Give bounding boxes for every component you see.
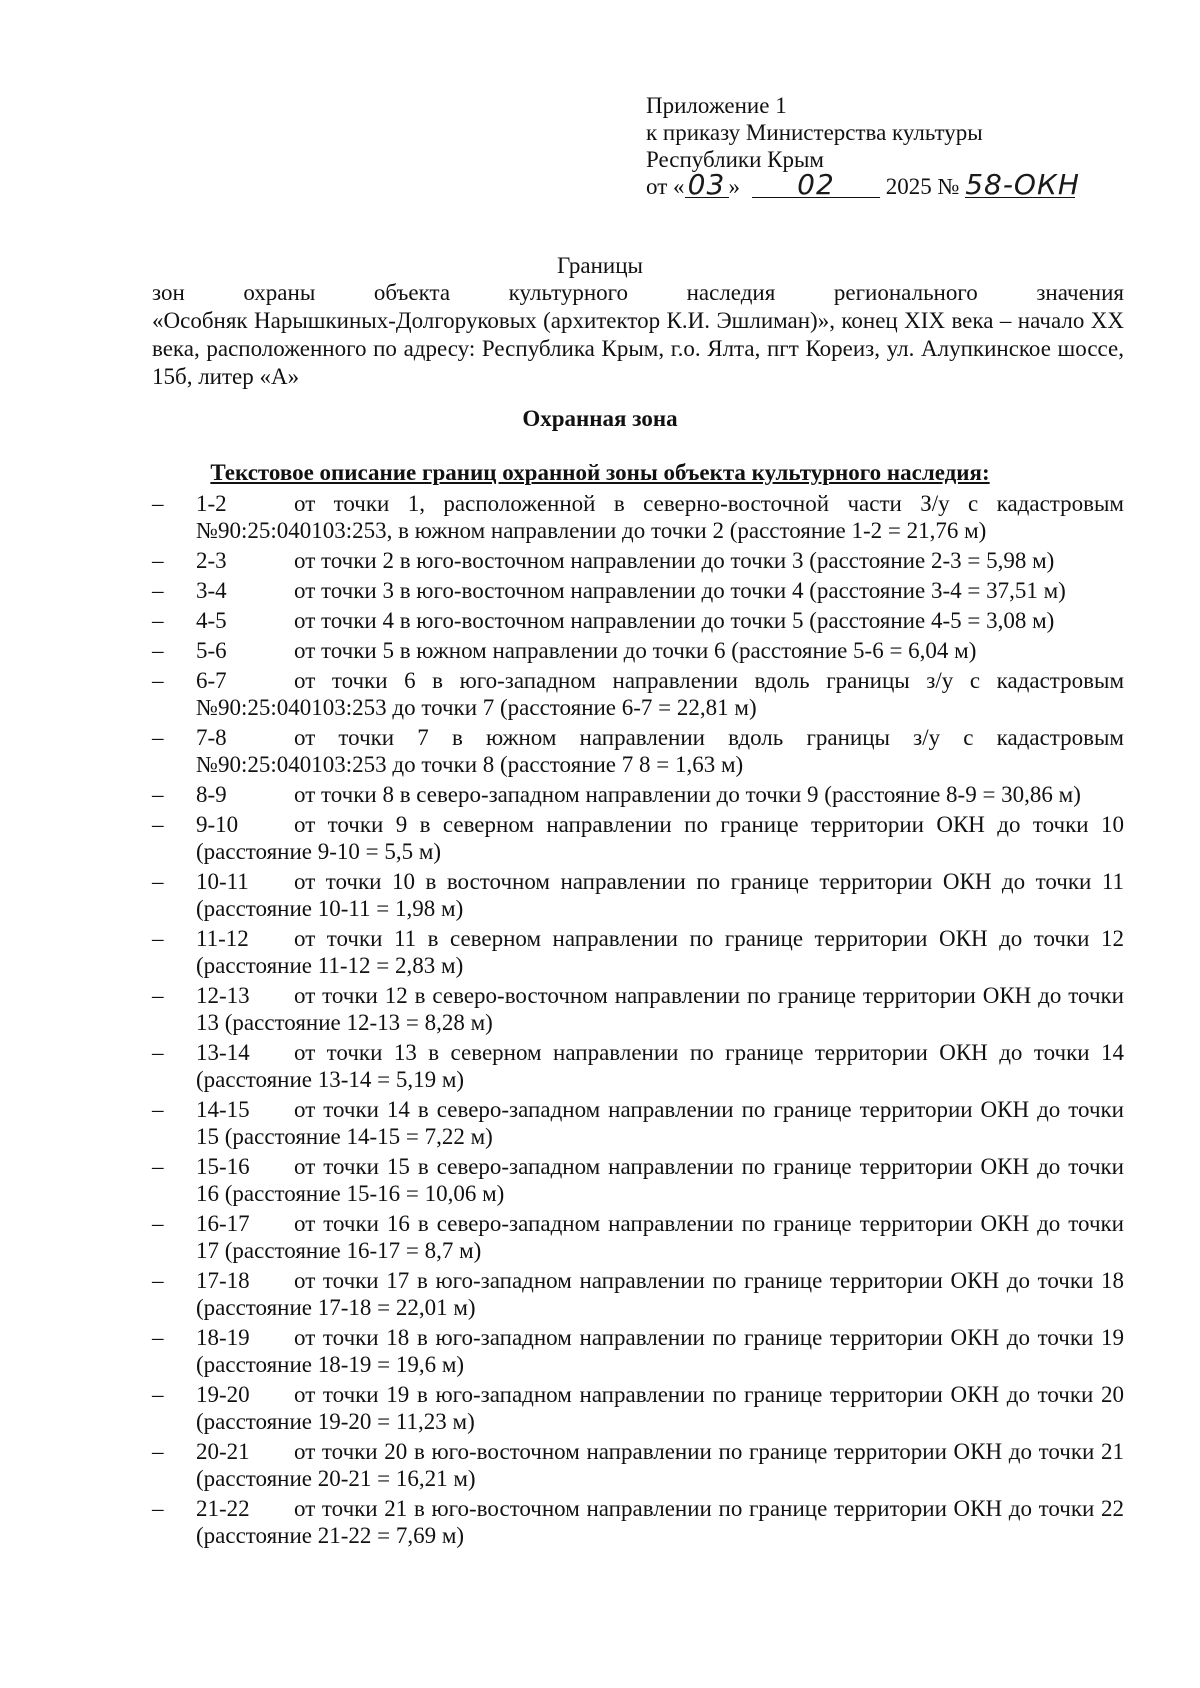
boundary-segment-list <box>152 490 1124 1552</box>
list-item <box>152 1153 1124 1207</box>
segment-id: 19-20 <box>196 1382 250 1407</box>
segment-id: 8-9 <box>196 782 227 807</box>
list-item-text <box>196 1096 1124 1150</box>
list-item-text <box>196 1267 1124 1321</box>
list-item <box>152 490 1124 544</box>
segment-id: 6-7 <box>196 668 227 693</box>
segment-description: от точки 2 в юго-восточном направлении до точки 3 (расстояние 2-3 = 5,98 м) <box>294 548 1055 573</box>
segment-id: 11-12 <box>196 926 249 951</box>
list-item-text <box>196 868 1124 922</box>
list-dash: – <box>152 926 164 951</box>
list-item <box>152 781 1124 808</box>
list-dash: – <box>152 548 164 573</box>
segment-id: 3-4 <box>196 578 227 603</box>
date-mid: » <box>728 174 740 199</box>
list-dash: – <box>152 1097 164 1122</box>
date-day: 03 <box>685 173 729 198</box>
segment-description: от точки 1, расположенной в северно-восточной части З/у с кадастровым №90:25:040103:253, в южном направлении до точки 2 (расстояние 1-2 = 21,76 м) <box>196 491 1124 543</box>
list-dash: – <box>152 1496 164 1521</box>
segment-description: от точки 14 в северо-западном направлении по границе территории ОКН до точки 15 (расстояние 14-15 = 7,22 м) <box>196 1097 1124 1149</box>
list-dash: – <box>152 1040 164 1065</box>
list-item-text <box>196 490 1124 544</box>
segment-description: от точки 9 в северном направлении по границе территории ОКН до точки 10 (расстояние 9-10 = 5,5 м) <box>196 812 1124 864</box>
segment-description: от точки 21 в юго-восточном направлении по границе территории ОКН до точки 22 (расстояние 21-22 = 7,69 м) <box>196 1496 1124 1548</box>
list-item <box>152 1495 1124 1549</box>
list-dash: – <box>152 1211 164 1236</box>
list-item <box>152 925 1124 979</box>
segment-description: от точки 15 в северо-западном направлении по границе территории ОКН до точки 16 (расстояние 15-16 = 10,06 м) <box>196 1154 1124 1206</box>
document-title: Границы <box>557 253 643 278</box>
segment-description: от точки 11 в северном направлении по границе территории ОКН до точки 12 (расстояние 11-12 = 2,83 м) <box>196 926 1124 978</box>
appendix-header <box>646 92 1080 201</box>
list-dash: – <box>152 1382 164 1407</box>
segment-id: 13-14 <box>196 1040 250 1065</box>
segment-id: 7-8 <box>196 725 227 750</box>
segment-id: 10-11 <box>196 869 249 894</box>
list-item-text <box>196 1438 1124 1492</box>
description-rest: «Особняк Нарышкиных-Долгоруковых (архитектор К.И. Эшлиман)», конец XIX века – начало XX века, расположенного по адресу: Республика Крым, г.о. Ялта, пгт Кореиз, ул. Алупкинское шоссе, 15б, литер «А» <box>152 308 1124 389</box>
segment-description: от точки 13 в северном направлении по границе территории ОКН до точки 14 (расстояние 13-14 = 5,19 м) <box>196 1040 1124 1092</box>
segment-id: 17-18 <box>196 1268 250 1293</box>
list-dash: – <box>152 1154 164 1179</box>
segment-description: от точки 12 в северо-восточном направлении по границе территории ОКН до точки 13 (расстояние 12-13 = 8,28 м) <box>196 983 1124 1035</box>
description-line-1: зон охраны объекта культурного наследия регионального значения <box>152 280 1124 305</box>
list-dash: – <box>152 812 164 837</box>
segment-description: от точки 10 в восточном направлении по границе территории ОКН до точки 11 (расстояние 10-11 = 1,98 м) <box>196 869 1124 921</box>
list-item-text <box>196 577 1124 604</box>
list-item <box>152 1039 1124 1093</box>
list-item <box>152 637 1124 664</box>
list-item <box>152 1324 1124 1378</box>
segment-description: от точки 5 в южном направлении до точки 6 (расстояние 5-6 = 6,04 м) <box>294 638 977 663</box>
segment-id: 20-21 <box>196 1439 250 1464</box>
list-item <box>152 577 1124 604</box>
list-item <box>152 982 1124 1036</box>
list-item-text <box>196 1039 1124 1093</box>
list-dash: – <box>152 1439 164 1464</box>
list-item-text <box>196 637 1124 664</box>
segment-description: от точки 8 в северо-западном направлении до точки 9 (расстояние 8-9 = 30,86 м) <box>294 782 1081 807</box>
segment-description: от точки 19 в юго-западном направлении по границе территории ОКН до точки 20 (расстояние 19-20 = 11,23 м) <box>196 1382 1124 1434</box>
segment-description: от точки 17 в юго-западном направлении по границе территории ОКН до точки 18 (расстояние 17-18 = 22,01 м) <box>196 1268 1124 1320</box>
list-item <box>152 868 1124 922</box>
list-item-text <box>196 982 1124 1036</box>
segment-id: 14-15 <box>196 1097 250 1122</box>
list-dash: – <box>152 983 164 1008</box>
appendix-line-2: к приказу Министерства культуры <box>646 120 983 145</box>
appendix-line-3: Республики Крым <box>646 147 824 172</box>
list-item-text <box>196 667 1124 721</box>
segment-description: от точки 16 в северо-западном направлении по границе территории ОКН до точки 17 (расстояние 16-17 = 8,7 м) <box>196 1211 1124 1263</box>
list-item-text <box>196 811 1124 865</box>
segment-description: от точки 18 в юго-западном направлении по границе территории ОКН до точки 19 (расстояние 18-19 = 19,6 м) <box>196 1325 1124 1377</box>
segment-description: от точки 6 в юго-западном направлении вдоль границы з/у с кадастровым №90:25:040103:253 до точки 7 (расстояние 6-7 = 22,81 м) <box>196 668 1124 720</box>
date-month: 02 <box>752 173 880 198</box>
list-item-text <box>196 724 1124 778</box>
segment-id: 4-5 <box>196 608 227 633</box>
list-item-text <box>196 1381 1124 1435</box>
zone-title: Охранная зона <box>522 406 678 431</box>
segment-description: от точки 4 в юго-восточном направлении до точки 5 (расстояние 4-5 = 3,08 м) <box>294 608 1055 633</box>
segment-id: 2-3 <box>196 548 227 573</box>
order-date-line <box>646 168 1080 201</box>
list-dash: – <box>152 638 164 663</box>
list-dash: – <box>152 491 164 516</box>
list-item <box>152 1210 1124 1264</box>
list-dash: – <box>152 1325 164 1350</box>
segment-id: 18-19 <box>196 1325 250 1350</box>
list-item-text <box>196 1324 1124 1378</box>
list-dash: – <box>152 782 164 807</box>
list-item <box>152 1096 1124 1150</box>
date-year: 2025 № <box>885 174 960 199</box>
list-item-text <box>196 1210 1124 1264</box>
list-item-text <box>196 607 1124 634</box>
list-dash: – <box>152 608 164 633</box>
list-heading: Текстовое описание границ охранной зоны объекта культурного наследия: <box>210 460 990 485</box>
list-dash: – <box>152 725 164 750</box>
segment-id: 21-22 <box>196 1496 250 1521</box>
list-item <box>152 811 1124 865</box>
segment-description: от точки 20 в юго-восточном направлении по границе территории ОКН до точки 21 (расстояние 20-21 = 16,21 м) <box>196 1439 1124 1491</box>
document-description <box>152 279 1124 391</box>
list-item <box>152 1267 1124 1321</box>
list-item <box>152 1438 1124 1492</box>
segment-description: от точки 7 в южном направлении вдоль границы з/у с кадастровым №90:25:040103:253 до точки 8 (расстояние 7 8 = 1,63 м) <box>196 725 1124 777</box>
segment-id: 16-17 <box>196 1211 250 1236</box>
segment-id: 1-2 <box>196 491 227 516</box>
segment-id: 15-16 <box>196 1154 250 1179</box>
list-item <box>152 547 1124 574</box>
list-item <box>152 667 1124 721</box>
list-dash: – <box>152 1268 164 1293</box>
list-item-text <box>196 1153 1124 1207</box>
segment-description: от точки 3 в юго-восточном направлении до точки 4 (расстояние 3-4 = 37,51 м) <box>294 578 1066 603</box>
segment-id: 5-6 <box>196 638 227 663</box>
list-item-text <box>196 781 1124 808</box>
list-dash: – <box>152 869 164 894</box>
list-item-text <box>196 925 1124 979</box>
order-number: 58-ОКН <box>965 168 1080 201</box>
appendix-line-1: Приложение 1 <box>646 93 787 118</box>
list-item <box>152 1381 1124 1435</box>
date-prefix: от « <box>646 174 685 199</box>
list-item <box>152 607 1124 634</box>
segment-id: 9-10 <box>196 812 239 837</box>
list-dash: – <box>152 578 164 603</box>
list-item <box>152 724 1124 778</box>
segment-id: 12-13 <box>196 983 250 1008</box>
list-item-text <box>196 1495 1124 1549</box>
list-item-text <box>196 547 1124 574</box>
list-dash: – <box>152 668 164 693</box>
